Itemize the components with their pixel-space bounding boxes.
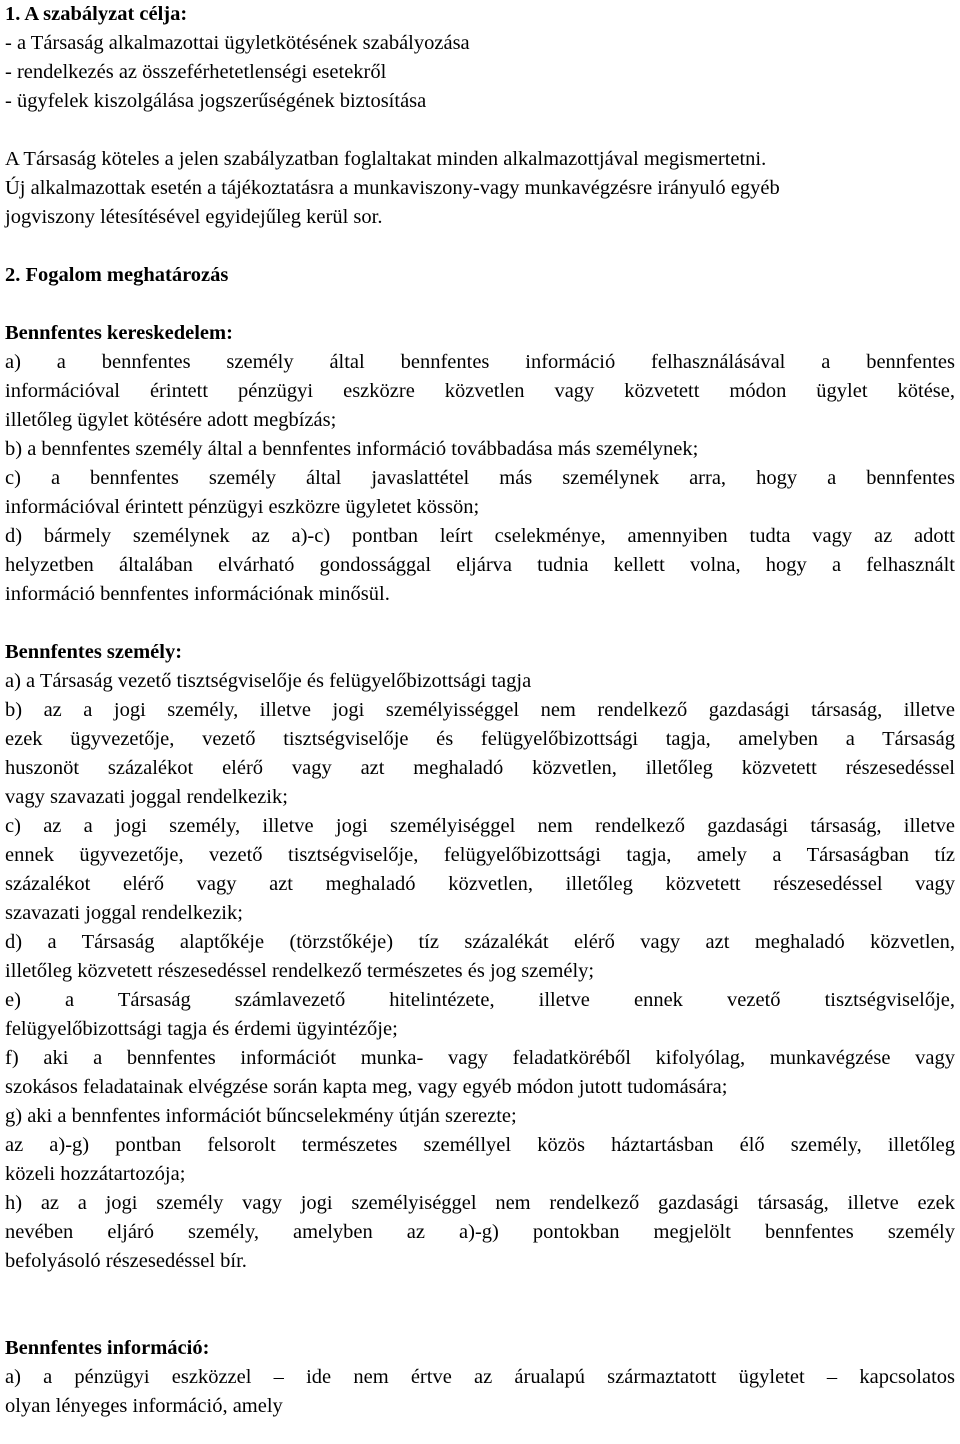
bullet-item: - a Társaság alkalmazottai ügyletkötésének szabályozása <box>5 32 470 54</box>
paragraph-line: információval érintett pénzügyi eszközre ügyletet kössön; <box>5 496 480 518</box>
paragraph-line: huszonöt százalékot elérő vagy azt meghaladó közvetlen, illetőleg közvetett részesedéssel <box>5 757 955 779</box>
paragraph-line: helyzetben általában elvárható gondossággal eljárva tudnia kellett volna, hogy a felhasznált <box>5 554 955 576</box>
paragraph-line: b) a bennfentes személy által a bennfentes információ továbbadása más személynek; <box>5 438 699 460</box>
spacer <box>5 232 955 261</box>
paragraph-line: olyan lényeges információ, amely <box>5 1395 283 1417</box>
paragraph-line: a) a pénzügyi eszközzel – ide nem értve az árualapú származtatott ügyletet – kapcsolatos <box>5 1366 955 1388</box>
paragraph-line: információ bennfentes információnak minősül. <box>5 583 390 605</box>
spacer <box>5 290 955 319</box>
paragraph-line: illetőleg ügylet kötésére adott megbízás; <box>5 409 337 431</box>
section-heading: 1. A szabályzat célja: <box>5 3 188 25</box>
subsection-heading: Bennfentes kereskedelem: <box>5 322 233 344</box>
spacer <box>5 609 955 638</box>
paragraph-line: b) az a jogi személy, illetve jogi személyisséggel nem rendelkező gazdasági társaság, illetve <box>5 699 955 721</box>
paragraph-line: A Társaság köteles a jelen szabályzatban foglaltakat minden alkalmazottjával megismertetni. <box>5 148 767 170</box>
paragraph-line: e) a Társaság számlavezető hitelintézete, illetve ennek vezető tisztségviselője, <box>5 989 955 1011</box>
section-heading: 2. Fogalom meghatározás <box>5 264 229 286</box>
paragraph-line: vagy szavazati joggal rendelkezik; <box>5 786 288 808</box>
paragraph-line: a) a Társaság vezető tisztségviselője és felügyelőbizottsági tagja <box>5 670 532 692</box>
paragraph-line: ennek ügyvezetője, vezető tisztségviselője, felügyelőbizottsági tagja, amely a Társaságban tíz <box>5 844 955 866</box>
paragraph-line: g) aki a bennfentes információt bűncselekmény útján szerezte; <box>5 1105 517 1127</box>
paragraph-line: felügyelőbizottsági tagja és érdemi ügyintézője; <box>5 1018 398 1040</box>
paragraph-line: szavazati joggal rendelkezik; <box>5 902 243 924</box>
paragraph-line: f) aki a bennfentes információt munka- vagy feladatköréből kifolyólag, munkavégzése vagy <box>5 1047 955 1069</box>
spacer <box>5 1276 955 1334</box>
paragraph-line: h) az a jogi személy vagy jogi személyiséggel nem rendelkező gazdasági társaság, illetve ezek <box>5 1192 955 1214</box>
paragraph-line: d) a Társaság alaptőkéje (törzstőkéje) tíz százalékát elérő vagy azt meghaladó közvetlen, <box>5 931 955 953</box>
paragraph-line: százalékot elérő vagy azt meghaladó közvetlen, illetőleg közvetett részesedéssel vagy <box>5 873 955 895</box>
paragraph-line: illetőleg közvetett részesedéssel rendelkező természetes és jog személy; <box>5 960 595 982</box>
paragraph-line: ezek ügyvezetője, vezető tisztségviselője és felügyelőbizottsági tagja, amelyben a Társaság <box>5 728 955 750</box>
paragraph-line: nevében eljáró személy, amelyben az a)-g) pontokban megjelölt bennfentes személy <box>5 1221 955 1243</box>
bullet-item: - rendelkezés az összeférhetetlenségi esetekről <box>5 61 387 83</box>
paragraph-line: az a)-g) pontban felsorolt természetes személlyel közös háztartásban élő személy, illetőleg <box>5 1134 955 1156</box>
paragraph-line: információval érintett pénzügyi eszközre közvetlen vagy közvetett módon ügylet kötése, <box>5 380 955 402</box>
paragraph-line: Új alkalmazottak esetén a tájékoztatásra a munkaviszony-vagy munkavégzésre irányuló egyéb <box>5 177 780 199</box>
paragraph-line: jogviszony létesítésével egyidejűleg kerül sor. <box>5 206 383 228</box>
subsection-heading: Bennfentes személy: <box>5 641 183 663</box>
paragraph-line: szokásos feladatainak elvégzése során kapta meg, vagy egyéb módon jutott tudomására; <box>5 1076 728 1098</box>
paragraph-line: befolyásoló részesedéssel bír. <box>5 1250 247 1272</box>
bullet-item: - ügyfelek kiszolgálása jogszerűségének biztosítása <box>5 90 427 112</box>
paragraph-line: d) bármely személynek az a)-c) pontban leírt cselekménye, amennyiben tudta vagy az adott <box>5 525 955 547</box>
document-page <box>5 0 955 1421</box>
paragraph-line: a) a bennfentes személy által bennfentes információ felhasználásával a bennfentes <box>5 351 955 373</box>
subsection-heading: Bennfentes információ: <box>5 1337 210 1359</box>
paragraph-line: c) a bennfentes személy által javaslattétel más személynek arra, hogy a bennfentes <box>5 467 955 489</box>
paragraph-line: c) az a jogi személy, illetve jogi személyiséggel nem rendelkező gazdasági társaság, illetve <box>5 815 955 837</box>
paragraph-line: közeli hozzátartozója; <box>5 1163 186 1185</box>
spacer <box>5 116 955 145</box>
